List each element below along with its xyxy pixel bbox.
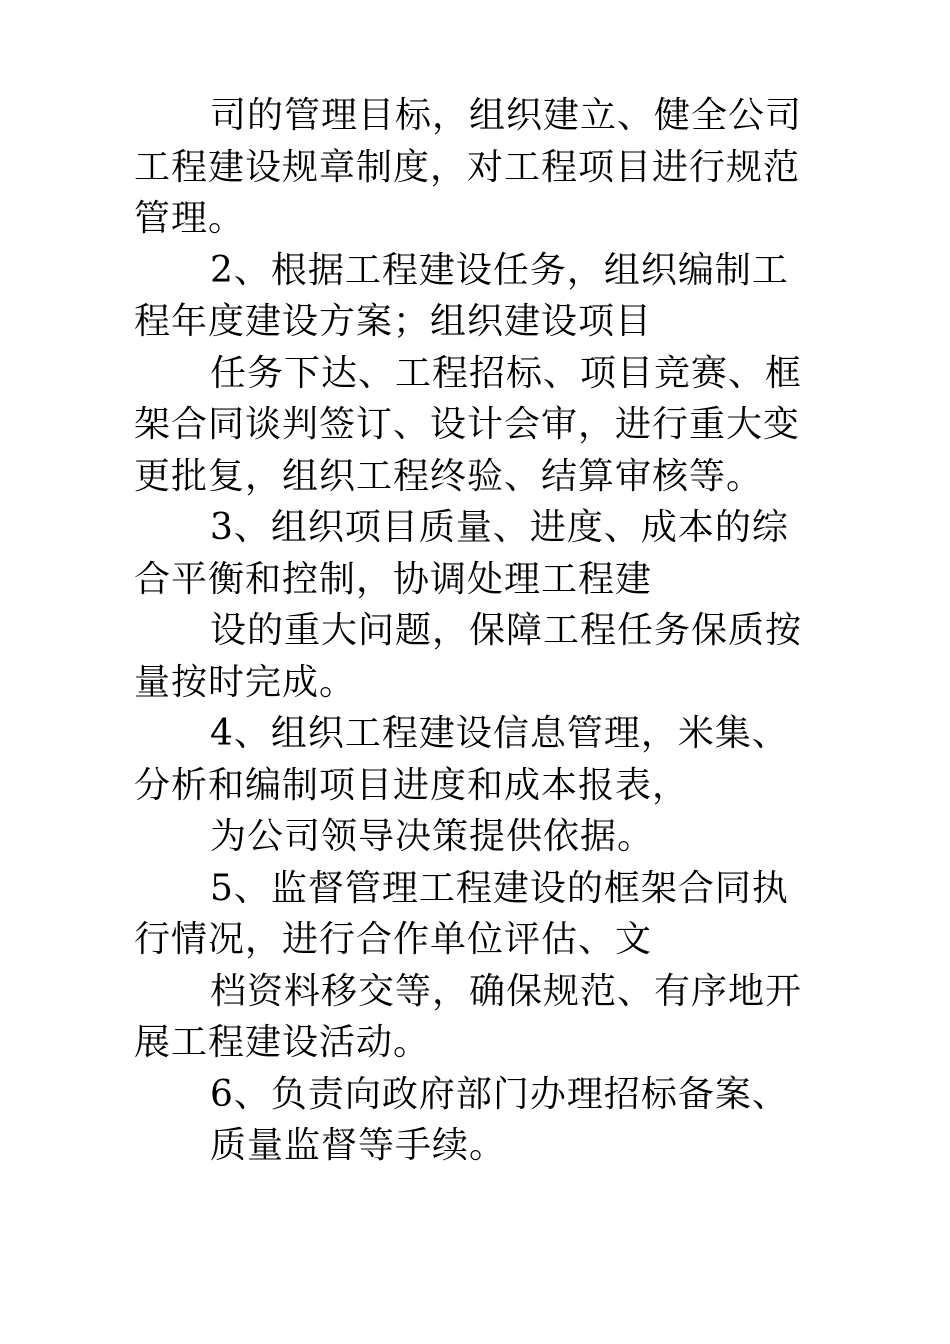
text-line: 分析和编制项目进度和成本报表， — [134, 764, 690, 806]
text-line: 3、组织项目质量、进度、成本的综 — [210, 507, 789, 548]
text-line: 档资料移交等，确保规范、有序地开 — [210, 970, 803, 1012]
document-body — [134, 90, 834, 1172]
text-line: 质量监督等手续。 — [210, 1125, 507, 1166]
text-line: 为公司领导决策提供依据。 — [210, 816, 655, 857]
text-line: 展工程建设活动。 — [134, 1022, 431, 1063]
text-line: 行情况，进行合作单位评估、文 — [134, 919, 653, 960]
text-line: 设的重大问题，保障工程任务保质按 — [210, 610, 803, 651]
text-line: 量按时完成。 — [134, 661, 357, 703]
text-line: 程年度建设方案；组织建设项目 — [134, 301, 653, 342]
text-line: 2、根据工程建设任务，组织编制工 — [210, 249, 789, 291]
text-line: 架合同谈判签订、设计会审，进行重大变 — [134, 404, 801, 445]
text-line: 合平衡和控制，协调处理工程建 — [134, 558, 653, 600]
text-line: 工程建设规章制度，对工程项目进行规范 — [134, 146, 801, 188]
text-line: 司的管理目标，组织建立、健全公司 — [210, 95, 803, 136]
text-line: 6、负责向政府部门办理招标备案、 — [210, 1073, 789, 1115]
text-line: 管理。 — [134, 198, 246, 239]
text-line: 更批复，组织工程终验、结算审核等。 — [134, 455, 764, 497]
text-line: 4、组织工程建设信息管理，米集、 — [210, 713, 789, 754]
text-line: 5、监督管理工程建设的框架合同执 — [210, 867, 789, 909]
text-line: 任务下达、工程招标、项目竞赛、框 — [210, 352, 803, 394]
